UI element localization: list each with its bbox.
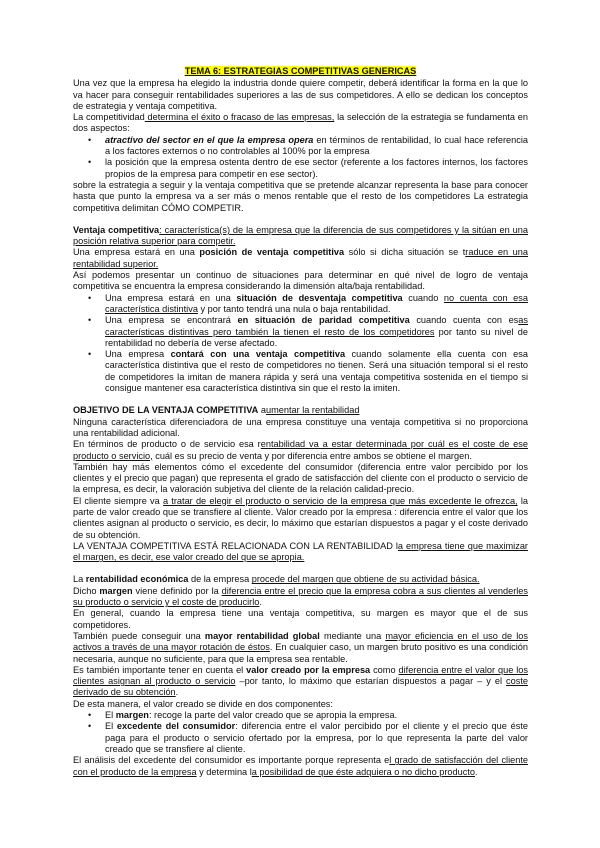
intro-paragraph-1: Una vez que la empresa ha elegido la industria donde quiere competir, deberá identificar la forma en la que lo va hacer para conseguir rentabilidades superiores a las de sus competidores. A ello se dedican los conceptos de estrategia y ventaja competitiva. [73, 78, 528, 111]
rentabilidad-paragraph-7: El análisis del excedente del consumidor es importante porque representa el grado de satisfacción del cliente con el producto de la empresa y determina la posibilidad de que éste adquiera o no dicho producto. [73, 755, 529, 777]
rentabilidad-paragraph-3: En general, cuando la empresa tiene una ventaja competitiva, su margen es mayor que el de sus competidores. [73, 608, 528, 630]
list-item: • atractivo del sector en el que la empresa opera en términos de rentabilidad, lo cual hace referencia a los factores externos o no controlables al 100% por la empresa [105, 135, 528, 158]
ventaja-paragraph-2: Así podemos presentar un continuo de situaciones para determinar en qué nivel de logro de ventaja competitiva se encuentra la empresa considerando la dimensión alta/baja rentabilidad. [73, 270, 528, 292]
intro-paragraph-2: La competitividad determina el éxito o fracaso de las empresas, la selección de la estrategia se fundamenta en dos aspectos: [73, 112, 529, 134]
aspects-list [73, 135, 528, 180]
list-item: • Una empresa se encontrará en situación de paridad competitiva cuando cuenta con esas características distintivas pero también la tienen el resto de los competidores por tanto su nivel de rentabilidad no debería de verse afectado. [105, 315, 528, 349]
list-item: • la posición que la empresa ostenta dentro de ese sector (referente a los factores internos, los factores propios de la empresa para competir en ese sector). [105, 157, 528, 180]
document-title [73, 66, 528, 77]
componentes-list [73, 710, 528, 755]
ventaja-definition: Ventaja competitiva: característica(s) de la empresa que la diferencia de sus competidores y la sitúan en una posición relativa superior para competir. [73, 224, 528, 247]
rentabilidad-paragraph-2: Dicho margen viene definido por la diferencia entre el precio que la empresa cobra a sus clientes al venderles su producto o servicio y el coste de producirlo. [73, 585, 529, 608]
list-item: • Una empresa estará en una situación de desventaja competitiva cuando no cuenta con esa característica distintiva y por tanto tendrá una nula o baja rentabilidad. [105, 293, 528, 316]
list-item: • El excedente del consumidor: diferencia entre el valor percibido por el cliente y el precio que éste paga para el producto o servicio ofertado por la empresa, por lo que representa la parte del valor creado que se transfiere al cliente. [105, 721, 528, 755]
ventaja-paragraph-1: Una empresa estará en una posición de ventaja competitiva sólo si dicha situación se traduce en una rentabilidad superior. [73, 247, 528, 269]
objetivo-paragraph-2: En términos de producto o de servicio esa rentabilidad va a estar determinada por cuál es el coste de ese producto o servicio, cuál es su precio de venta y por diferencia entre ambos se obtiene el margen. [73, 439, 528, 461]
list-item: • Una empresa contará con una ventaja competitiva cuando solamente ella cuenta con esa característica distintiva que el resto de competidores no tienen. Será una situación temporal si el resto de competidores la imitan de manera rápida y será una ventaja competitiva sostenida en el tiempo si consigue mantener esa característica distintiva sin que el resto la imiten. [105, 349, 528, 394]
objetivo-paragraph-3: También hay más elementos cómo el excedente del consumidor (diferencia entre valor percibido por los clientes y el precio que pagan) que representa el grado de satisfacción del cliente con el producto o servicio de la empresa, es decir, la valoración subjetiva del cliente de la relación calidad-precio. [73, 461, 528, 495]
list-item: • El margen: recoge la parte del valor creado que se apropia la empresa. [105, 710, 528, 721]
document-page [73, 66, 528, 778]
intro-paragraph-3: sobre la estrategia a seguir y la ventaja competitiva que se pretende alcanzar representa la base para conocer hasta que punto la empresa va a ser más o menos rentable que el resto de los competidores La estrategia competitiva delimitan CÓMO COMPETIR. [73, 179, 528, 213]
rentabilidad-paragraph-4: También puede conseguir una mayor rentabilidad global mediante una mayor eficiencia en el uso de los activos a través de una mayor rotación de éstos. En cualquier caso, un margen bruto positivo es una condición necesaria, aunque no suficiente, para que la empresa sea rentable. [73, 630, 528, 664]
ventaja-list [73, 293, 528, 395]
objetivo-paragraph-5: LA VENTAJA COMPETITIVA ESTÁ RELACIONADA CON LA RENTABILIDAD la empresa tiene que maximizar el margen, es decir, ese valor creado del que se apropia. [73, 540, 528, 563]
rentabilidad-paragraph-6: De esta manera, el valor creado se divide en dos componentes: [73, 698, 333, 709]
objetivo-paragraph-1: Ninguna característica diferenciadora de una empresa constituye una ventaja competitiva si no proporciona una rentabilidad adicional. [73, 416, 528, 438]
objetivo-heading: OBJETIVO DE LA VENTAJA COMPETITIVA aumentar la rentabilidad [73, 405, 360, 416]
rentabilidad-paragraph-1: La rentabilidad económica de la empresa procede del margen que obtiene de su actividad básica. [73, 574, 480, 585]
title-text: TEMA 6: ESTRATEGIAS COMPETITIVAS GENERICAS [184, 66, 417, 76]
objetivo-paragraph-4: El cliente siempre va a tratar de elegir el producto o servicio de la empresa que más excedente le ofrezca, la parte de valor creado que se transfiere al cliente. Valor creado por la empresa : diferencia entre el valor que los clientes asignan al producto o servicio, es decir, lo máximo que estarían dispuestos a pagar y el coste derivado de su obtención. [73, 495, 528, 540]
rentabilidad-paragraph-5: Es también importante tener en cuenta el valor creado por la empresa como diferencia entre el valor que los clientes asignan al producto o servicio –por tanto, lo máximo que estarían dispuestos a pagar – y el coste derivado de su obtención. [73, 664, 528, 698]
